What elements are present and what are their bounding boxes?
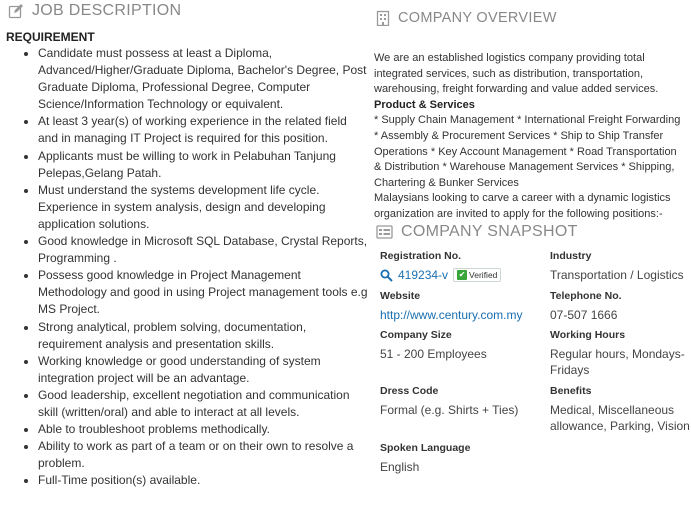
registration-label: Registration No. [380,250,462,262]
industry-label: Industry [550,250,592,262]
company-overview-text [374,51,684,223]
verified-badge [453,268,501,282]
edit-icon [8,3,24,19]
list-item: • Good knowledge in Microsoft SQL Database, Crystal Reports, Programming . [38,233,370,267]
list-item: • Ability to work as part of a team or on their own to resolve a problem. [38,438,370,472]
registration-link[interactable]: 419234-v [398,268,449,282]
working-hours-value: Regular hours, Mondays-Fridays [550,347,685,377]
list-item: • Able to troubleshoot problems methodically. [38,421,370,438]
list-item: • Strong analytical, problem solving, documentation, requirement analysis and presentation skills. [38,319,370,353]
checkmark-icon: ✔ [458,270,466,279]
verified-label: Verified [469,270,498,280]
dress-code-cell [380,383,540,418]
spoken-language-cell [380,440,540,475]
website-link[interactable]: http://www.century.com.my [380,308,523,322]
company-size-label: Company Size [380,329,452,341]
list-item: • Possess good knowledge in Project Management Methodology and good in using Project management tools e.g MS Project. [38,267,370,318]
list-card-icon [376,225,393,239]
requirement-list [22,45,370,489]
dress-code-label: Dress Code [380,385,439,397]
company-size-value: 51 - 200 Employees [380,347,487,361]
benefits-value: Medical, Miscellaneous allowance, Parking, Vision [550,403,690,433]
company-overview-title: COMPANY OVERVIEW [398,10,557,26]
industry-value: Transportation / Logistics [550,268,684,282]
telephone-label: Telephone No. [550,290,622,302]
benefits-cell [550,383,690,434]
dress-code-value: Formal (e.g. Shirts + Ties) [380,403,519,417]
list-item: • Must understand the systems development life cycle. Experience in system analysis, design and developing application solutions. [38,182,370,233]
spoken-language-value: English [380,460,420,474]
telephone-cell [550,288,690,323]
benefits-label: Benefits [550,385,592,397]
website-label: Website [380,290,421,302]
website-cell [380,288,540,323]
job-description-header [8,2,181,20]
company-outro: Malaysians looking to carve a career with a dynamic logistics organization are invited to apply for the following positions:- [374,192,671,220]
list-item: • At least 3 year(s) of working experience in the related field and in managing IT Project is required for this position. [38,113,370,147]
telephone-value: 07-507 1666 [550,308,618,322]
requirement-title: REQUIREMENT [6,30,95,44]
industry-cell [550,248,690,283]
company-snapshot-header [376,223,578,241]
job-description-title: JOB DESCRIPTION [32,2,182,19]
company-snapshot-title: COMPANY SNAPSHOT [401,223,578,240]
working-hours-cell [550,327,690,378]
building-icon [376,10,390,26]
search-icon [380,269,393,282]
list-item: • Full-Time position(s) available. [38,472,370,489]
list-item: • Good leadership, excellent negotiation and communication skill (written/oral) and able to interact at all levels. [38,387,370,421]
product-services-text: * Supply Chain Management * International Freight Forwarding * Assembly & Procurement Services * Ship to Ship Transfer Operations * Key Account Management * Road Transportation & Distribution * Warehouse Management Services * Shipping, Chartering & Bunker Services [374,114,681,189]
registration-cell [380,248,540,283]
company-overview-header [376,10,557,26]
list-item: • Candidate must possess at least a Diploma, Advanced/Higher/Graduate Diploma, Bachelor's Degree, Post Graduate Diploma, Professional Degree, Computer Science/Information Technology or equivalent. [38,45,370,113]
list-item: • Working knowledge or good understanding of system integration project will be an advantage. [38,353,370,387]
working-hours-label: Working Hours [550,329,626,341]
company-size-cell [380,327,540,362]
product-services-title: Product & Services [374,98,475,111]
company-intro: We are an established logistics company providing total integrated services, such as distribution, transportation, warehousing, freight forwarding and value added services. [374,52,659,96]
spoken-language-label: Spoken Language [380,442,471,454]
list-item: • Applicants must be willing to work in Pelabuhan Tanjung Pelepas,Gelang Patah. [38,148,370,182]
